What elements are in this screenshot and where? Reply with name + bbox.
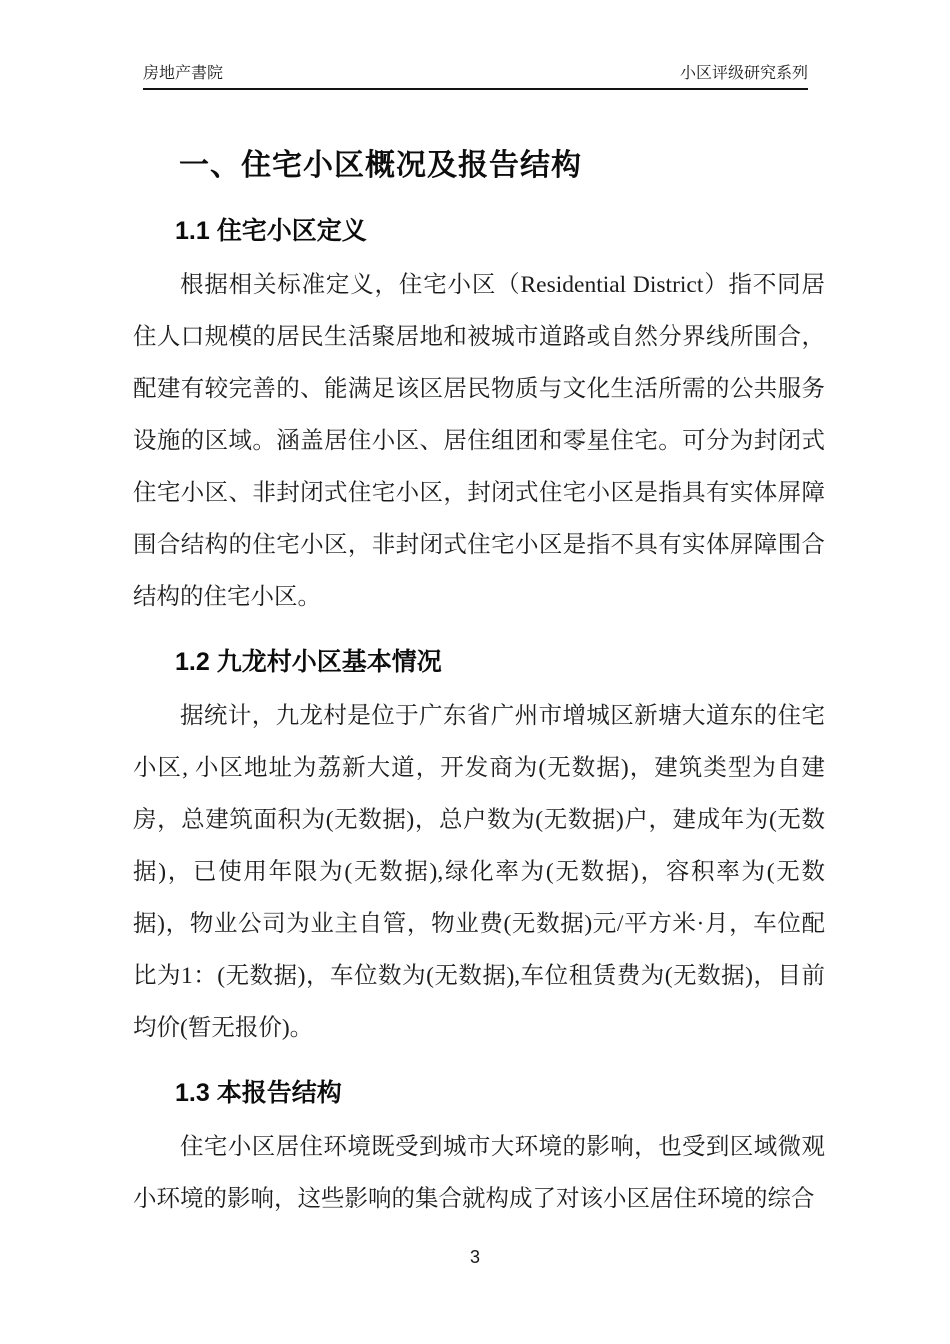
page-footer [0,1247,950,1268]
section-1-2-paragraph: 据统计，九龙村是位于广东省广州市增城区新塘大道东的住宅小区, 小区地址为荔新大道，开发商为(无数据)，建筑类型为自建房，总建筑面积为(无数据)，总户数为(无数据)户，建成年为(无数据)，已使用年限为(无数据),绿化率为(无数据)，容积率为(无数据)，物业公司为业主自管，物业费(无数据)元/平方米·月，车位配比为1：(无数据)，车位数为(无数据),车位租赁费为(无数据)，目前均价(暂无报价)。 [133,703,825,1041]
section-heading-1-2: 1.2 九龙村小区基本情况 [175,648,442,676]
page-header [143,64,808,88]
header-right-text: 小区评级研究系列 [679,65,808,82]
header-left-text: 房地产書院 [143,65,224,82]
page-number: 3 [469,1247,480,1267]
document-content [133,90,825,1225]
section-heading-1-1: 1.1 住宅小区定义 [175,217,367,245]
section-heading-1-3: 1.3 本报告结构 [175,1079,342,1107]
section-1-3-paragraph: 住宅小区居住环境既受到城市大环境的影响，也受到区域微观小环境的影响，这些影响的集合就构成了对该小区居住环境的综合 [133,1134,825,1212]
section-1-1-paragraph: 根据相关标准定义，住宅小区（Residential District）指不同居住人口规模的居民生活聚居地和被城市道路或自然分界线所围合，配建有较完善的、能满足该区居民物质与文化生活所需的公共服务设施的区域。涵盖居住小区、居住组团和零星住宅。可分为封闭式住宅小区、非封闭式住宅小区，封闭式住宅小区是指具有实体屏障围合结构的住宅小区，非封闭式住宅小区是指不具有实体屏障围合结构的住宅小区。 [133,272,825,610]
chapter-title: 一、住宅小区概况及报告结构 [179,149,582,182]
